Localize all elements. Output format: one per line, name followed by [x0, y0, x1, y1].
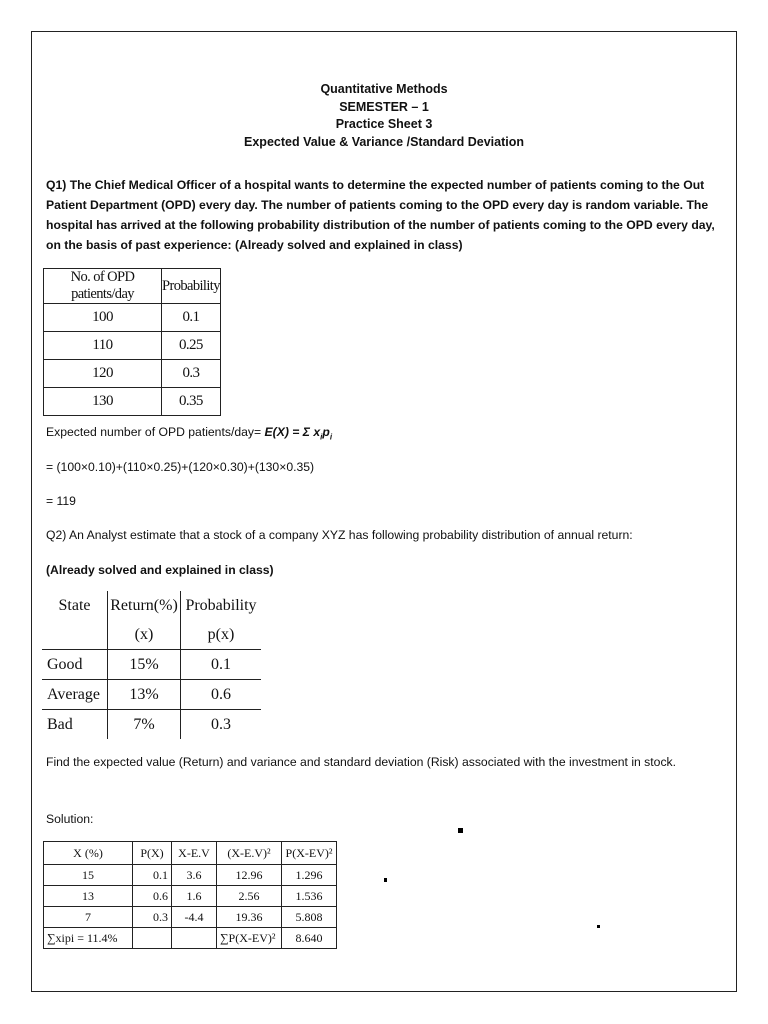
cell: 5.808: [282, 907, 337, 928]
cell: 0.25: [162, 332, 221, 360]
cell: 13: [44, 886, 133, 907]
stock-return-table: [42, 591, 261, 739]
semester-label: SEMESTER – 1: [339, 99, 429, 114]
header-p-x-ev-sq: P(X-EV)²: [282, 842, 337, 865]
q1-text: Q1) The Chief Medical Officer of a hospital wants to determine the expected number of patients coming to the Out Patient Department (OPD) every day. The number of patients coming to the OPD every day is random variable. The hospital has arrived at the following probability distribution of the number of patients coming to the OPD every day, on the basis of past experience: (Already solved and explained in class): [46, 178, 715, 252]
cell: Bad: [42, 710, 108, 740]
solution-label: Solution:: [46, 812, 94, 826]
opd-probability-table: [43, 268, 221, 416]
sheet-topic: Expected Value & Variance /Standard Deviation: [244, 134, 524, 149]
formula-p: p: [322, 425, 330, 439]
cell: 1.296: [282, 865, 337, 886]
cell: 1.6: [172, 886, 217, 907]
table-row: [44, 886, 337, 907]
header-patients: No. of OPD patients/day: [44, 269, 162, 304]
formula-sub-i2: i: [329, 432, 333, 442]
subheader-x: (x): [108, 620, 181, 650]
expected-value-line: [46, 422, 724, 447]
cell: 13%: [108, 680, 181, 710]
header-state: State: [42, 591, 108, 620]
subheader-empty: [42, 620, 108, 650]
subheader-px: p(x): [181, 620, 262, 650]
cell: Good: [42, 650, 108, 680]
stray-mark: [458, 828, 463, 833]
header-x-ev: X-E.V: [172, 842, 217, 865]
result-line: = 119: [46, 494, 76, 508]
cell: 0.3: [133, 907, 172, 928]
table-row: [44, 865, 337, 886]
cell: 8.640: [282, 928, 337, 949]
table-row: [44, 332, 221, 360]
formula-sum: = Σ x: [288, 425, 321, 439]
table-header-row: [44, 842, 337, 865]
header-x: X (%): [44, 842, 133, 865]
cell: 2.56: [217, 886, 282, 907]
cell: 0.1: [133, 865, 172, 886]
cell: [172, 928, 217, 949]
header-px: P(X): [133, 842, 172, 865]
stray-mark: [384, 878, 387, 882]
table-row: [44, 928, 337, 949]
course-title: Quantitative Methods: [320, 82, 448, 96]
formula-sub-i: i: [320, 432, 323, 442]
calculation-line: = (100×0.10)+(110×0.25)+(120×0.30)+(130×0.35): [46, 460, 315, 474]
table-row: [42, 650, 261, 680]
table-header-row: [44, 269, 221, 304]
cell: ∑P(X-EV)²: [217, 928, 282, 949]
sheet-header: [0, 81, 768, 151]
q2-text: Q2) An Analyst estimate that a stock of a company XYZ has following probability distribution of annual return:: [46, 528, 633, 542]
cell: 0.6: [133, 886, 172, 907]
solution-table: [43, 841, 337, 949]
table-subheader-row: [42, 620, 261, 650]
header-probability: Probability: [185, 596, 257, 614]
cell: Average: [42, 680, 108, 710]
table-row: [44, 360, 221, 388]
cell: 15%: [108, 650, 181, 680]
cell: 0.35: [162, 388, 221, 416]
cell: 0.3: [211, 715, 231, 733]
cell: 3.6: [172, 865, 217, 886]
cell: 0.1: [162, 304, 221, 332]
cell: 130: [44, 388, 162, 416]
cell: 7%: [108, 710, 181, 740]
cell: 110: [44, 332, 162, 360]
cell: [133, 928, 172, 949]
cell: 100: [44, 304, 162, 332]
cell: 0.1: [181, 650, 262, 680]
cell: 120: [44, 360, 162, 388]
stray-mark: [597, 925, 600, 928]
table-row: [44, 907, 337, 928]
table-row: [42, 710, 261, 740]
cell: 1.536: [282, 886, 337, 907]
cell: -4.4: [172, 907, 217, 928]
table-row: [44, 388, 221, 416]
cell: 12.96: [217, 865, 282, 886]
cell: 0.3: [162, 360, 221, 388]
table-row: [44, 304, 221, 332]
cell: ∑xipi = 11.4%: [44, 928, 133, 949]
cell: 0.6: [181, 680, 262, 710]
header-x-ev-sq: (X-E.V)²: [217, 842, 282, 865]
header-probability: Probability: [162, 269, 221, 304]
formula-ex: E(X): [264, 425, 289, 439]
q2-question: Find the expected value (Return) and variance and standard deviation (Risk) associated with the investment in stock.: [46, 755, 677, 769]
table-header-row: [42, 591, 261, 620]
q2-note: (Already solved and explained in class): [46, 563, 274, 577]
cell: 15: [44, 865, 133, 886]
cell: 19.36: [217, 907, 282, 928]
table-row: [42, 680, 261, 710]
expected-label: Expected number of OPD patients/day=: [46, 425, 262, 439]
sheet-number: Practice Sheet 3: [335, 117, 433, 131]
header-return: Return(%): [108, 591, 181, 620]
cell: 7: [44, 907, 133, 928]
